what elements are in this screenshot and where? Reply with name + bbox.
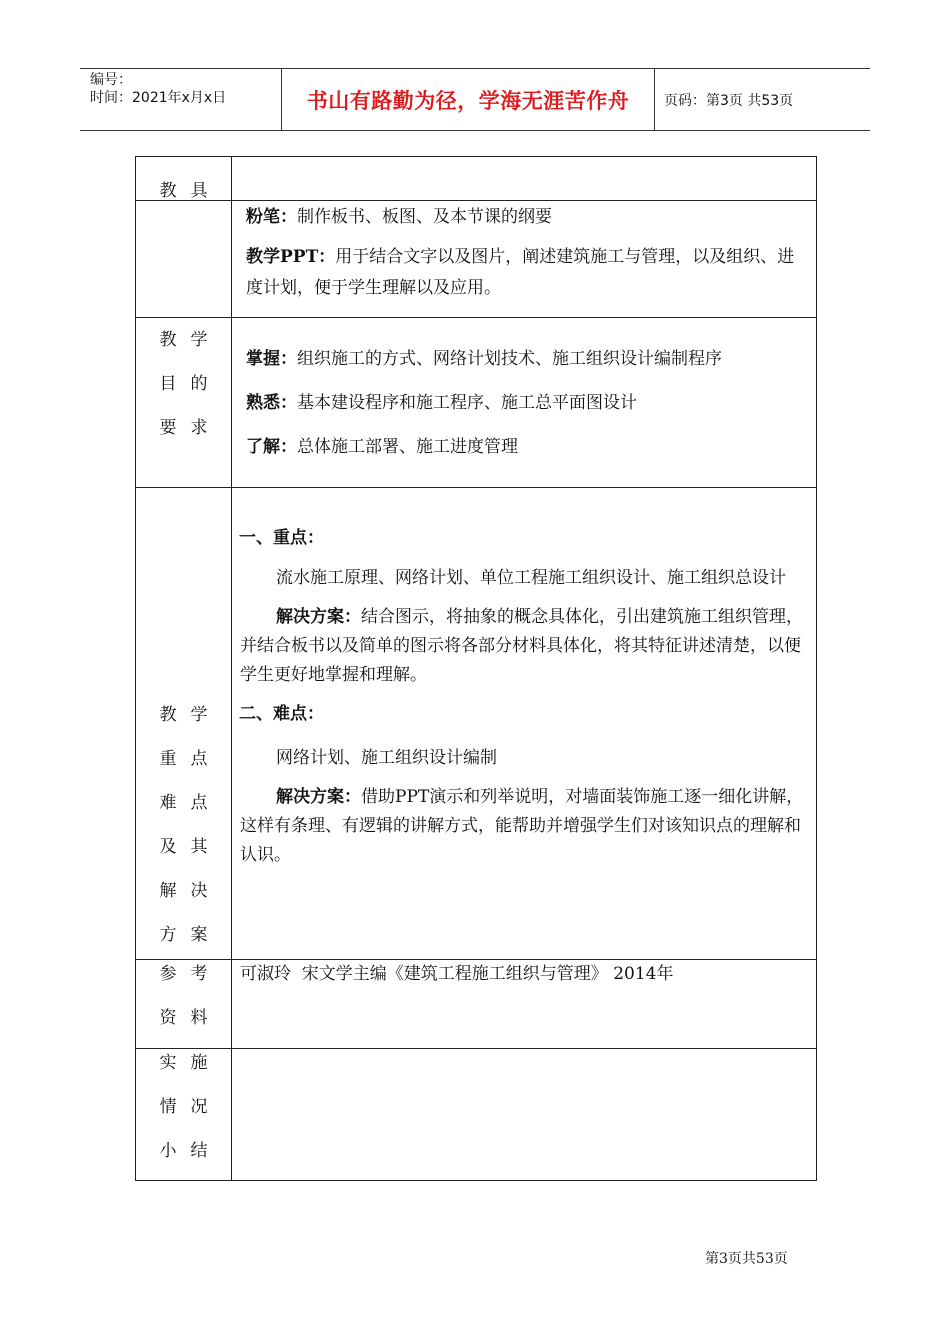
objectives-label-cell <box>136 318 232 488</box>
header-meta <box>90 71 226 107</box>
table-row-key-points <box>136 488 817 960</box>
references-label-cell <box>136 960 232 1049</box>
objectives-content-cell <box>232 318 817 488</box>
familiar-text: 基本建设程序和施工程序、施工总平面图设计 <box>297 392 637 413</box>
tools-label-cell <box>136 181 232 318</box>
key-text: 流水施工原理、网络计划、单位工程施工组织设计、施工组织总设计 <box>276 568 786 588</box>
chalk-term: 粉笔： <box>246 207 297 227</box>
lesson-plan-table <box>135 156 817 1181</box>
difficulty-text: 网络计划、施工组织设计编制 <box>276 748 497 768</box>
header-motto: 书山有路勤为径，学海无涯苦作舟 <box>306 88 630 113</box>
objectives-label-1: 教学 <box>159 330 222 350</box>
ppt-line <box>232 242 816 304</box>
summary-label-cell <box>136 1049 232 1181</box>
key-solution-term: 解决方案： <box>276 607 361 627</box>
master-line <box>232 337 816 381</box>
references-content-cell <box>232 960 817 1049</box>
summary-label-3: 小结 <box>159 1141 222 1161</box>
key-points-label-6: 方案 <box>159 925 222 945</box>
key-points-label-5: 解决 <box>159 881 222 901</box>
tools-content-cell <box>232 201 817 318</box>
difficulty-solution-term: 解决方案： <box>276 787 361 807</box>
key-solution-text: 结合图示，将抽象的概念具体化，引出建筑施工组织管理，并结合板书以及简单的图示将各部分材料具体化，将其特征讲述清楚，以便学生更好地掌握和理解。 <box>240 607 803 685</box>
document-header <box>80 68 870 131</box>
summary-label-1: 实施 <box>159 1053 222 1073</box>
ppt-text: 用于结合文字以及图片，阐述建筑施工与管理，以及组织、进度计划，便于学生理解以及应用。 <box>246 247 795 298</box>
summary-content-cell <box>232 1049 817 1181</box>
table-row-summary <box>136 1049 817 1181</box>
references-label-1: 参考 <box>159 964 222 984</box>
key-points-label-4: 及其 <box>159 837 222 857</box>
understand-term: 了解： <box>246 436 297 457</box>
key-points-label-1: 教学 <box>159 705 222 725</box>
familiar-line <box>232 381 816 425</box>
key-heading: 一、重点： <box>239 528 324 548</box>
key-solution <box>232 603 816 690</box>
familiar-term: 熟悉： <box>246 392 297 413</box>
chalk-text: 制作板书、板图、及本节课的纲要 <box>297 207 552 227</box>
summary-label-2: 情况 <box>159 1097 222 1117</box>
difficulty-heading: 二、难点： <box>239 704 324 724</box>
time-line: 时间：2021年x月x日 <box>90 90 227 106</box>
key-points-label-2: 重点 <box>159 749 222 769</box>
chalk-line <box>232 201 816 234</box>
key-points-content-cell <box>232 488 817 960</box>
header-divider-right <box>654 69 655 130</box>
ppt-term: 教学PPT： <box>246 247 336 267</box>
page-footer: 第3页共53页 <box>705 1251 788 1267</box>
references-label-2: 资料 <box>159 1008 222 1028</box>
understand-line <box>232 425 816 469</box>
difficulty-solution-text: 借助PPT演示和列举说明，对墙面装饰施工逐一细化讲解，这样有条理、有逻辑的讲解方式，能帮助并增强学生们对该知识点的理解和认识。 <box>240 787 804 865</box>
table-row-objectives <box>136 318 817 488</box>
table-row-references <box>136 960 817 1049</box>
tools-label: 教具 <box>159 181 222 201</box>
understand-text: 总体施工部署、施工进度管理 <box>297 436 518 457</box>
references-text: 可淑玲 宋文学主编《建筑工程施工组织与管理》 2014年 <box>240 964 674 984</box>
table-row-tools <box>136 201 817 318</box>
objectives-label-3: 要求 <box>159 418 222 438</box>
objectives-label-2: 目的 <box>159 374 222 394</box>
number-label: 编号： <box>90 72 132 88</box>
difficulty-solution <box>232 783 816 870</box>
master-text: 组织施工的方式、网络计划技术、施工组织设计编制程序 <box>297 348 722 369</box>
header-page-info: 页码：第3页 共53页 <box>664 92 794 109</box>
key-points-label-3: 难点 <box>159 793 222 813</box>
table-row-empty <box>136 157 817 201</box>
empty-content-cell <box>232 157 817 201</box>
key-points-label-cell <box>136 488 232 960</box>
master-term: 掌握： <box>246 348 297 369</box>
